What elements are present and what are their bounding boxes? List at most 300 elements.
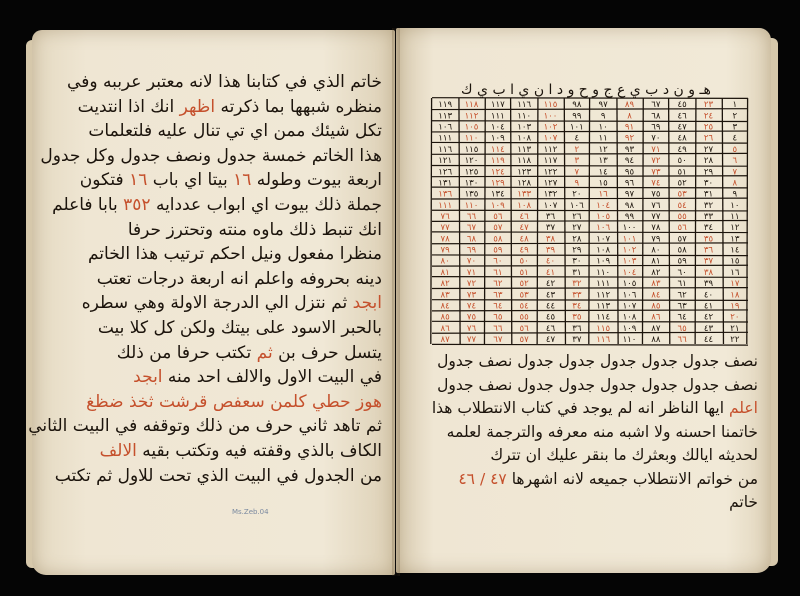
table-cell-value: ٨٠ <box>651 245 661 256</box>
table-cell-value: ٢٥ <box>703 122 714 133</box>
table-cell-value: ١٢ <box>730 223 740 234</box>
table-cell-value: ١٢٩ <box>490 178 505 189</box>
table-cell-value: ١١٠ <box>517 111 532 122</box>
rubric-text: ١٦ <box>129 170 148 191</box>
left-page-line <box>79 168 382 193</box>
table-cell-value: ٤٩ <box>519 245 529 256</box>
table-cell-value: ١١٣ <box>517 144 532 155</box>
table-cell-value: ٤ <box>732 133 738 144</box>
grid-row-line <box>432 221 748 222</box>
table-cell-value: ٢٩ <box>703 167 714 178</box>
table-cell-value: ٩٦ <box>624 178 635 189</box>
table-cell-value: ٧١ <box>466 267 477 278</box>
table-cell-value: ٢٦ <box>572 212 582 223</box>
table-cell-value: ٩ <box>574 178 580 189</box>
ink-text: من الجدول في البيت الذي تحت للاول ثم تكتب <box>54 465 382 486</box>
table-cell-value: ٢٣ <box>703 100 714 111</box>
table-header-letters: هـ و ن د ب ي ع ج و ح و د ا ن ي ا ب ي ك <box>461 82 711 98</box>
table-cell-value: ٣٠ <box>572 256 582 267</box>
table-cell-value: ٤٨ <box>677 133 687 144</box>
table-cell-value: ٩٩ <box>572 111 582 122</box>
rubric-text: الالف <box>99 440 137 461</box>
left-page-line <box>92 439 382 464</box>
ink-text: من خواتم الانتطلاب جميعه لانه اشهرها <box>511 469 758 488</box>
table-cell-value: ٦٨ <box>466 234 477 245</box>
table-cell-value: ٣٨ <box>545 234 556 245</box>
table-cell-value: ١٠٠ <box>622 223 637 234</box>
table-cell-value: ٣١ <box>703 189 714 200</box>
table-cell-value: ٨٠ <box>440 256 450 267</box>
table-cell-value: ٣٧ <box>572 335 582 346</box>
table-cell-value: ٥٤ <box>677 200 687 211</box>
rubric-text: هوز حطي كلمن سعفص قرشت ثخذ ضظغ <box>86 391 382 412</box>
table-cell-value: ١١٨ <box>464 100 479 111</box>
table-cell-value: ٥٩ <box>493 245 503 256</box>
table-cell-value: ٤١ <box>703 301 714 312</box>
table-cell-value: ٥٦ <box>519 323 529 334</box>
table-cell-value: ٧٨ <box>651 223 661 234</box>
table-cell-value: ١٠٦ <box>569 200 584 211</box>
table-cell-value: ٣٧ <box>703 256 714 267</box>
table-cell-value: ٥٨ <box>493 234 503 245</box>
table-cell-value: ٢ <box>574 144 580 155</box>
ink-text: خاتم <box>729 493 758 511</box>
table-cell-value: ١٧ <box>730 279 740 290</box>
right-page-line <box>418 397 758 421</box>
table-cell-value: ٨٥ <box>440 312 450 323</box>
grid-row-line <box>432 210 748 211</box>
table-cell-value: ١١٣ <box>438 111 453 122</box>
table-cell-value: ١٣ <box>598 156 608 167</box>
table-cell-value: ٣٥ <box>703 234 714 245</box>
table-cell-value: ٣٤ <box>572 301 582 312</box>
table-cell-value: ٢٢ <box>730 335 740 346</box>
ink-text: نصف جدول جدول جدول جدول جدول نصف جدول <box>437 352 758 370</box>
book-gutter <box>392 28 400 576</box>
ink-text: خاتمنا احسنه ولا اشبه منه معرفه والترجمة لعلمه <box>446 422 758 441</box>
rubric-text: اعلم <box>728 399 758 417</box>
rubric-text: ابجد <box>133 367 163 388</box>
table-cell-value: ٥٢ <box>677 178 687 189</box>
table-cell-value: ٨٣ <box>440 290 450 301</box>
table-cell-value: ٦٠ <box>493 256 503 267</box>
rubric-text: ثم <box>256 342 273 363</box>
grid-row-line <box>432 344 748 345</box>
table-cell-value: ١٩ <box>730 301 740 312</box>
left-page-line <box>67 70 382 95</box>
table-cell-value: ٥٧ <box>519 335 529 346</box>
table-cell-value: ١٣ <box>730 234 740 245</box>
left-page-text <box>28 70 382 488</box>
ink-text: ثم تاهد ثاني حرف من ذلك وتوقفه في البيت الثاني <box>28 416 382 437</box>
table-cell-value: ١٠٧ <box>622 301 637 312</box>
right-page-line <box>418 444 758 468</box>
right-page-line <box>418 421 758 445</box>
left-page-line <box>86 390 382 415</box>
table-cell-value: ١١٦ <box>517 100 532 111</box>
table-cell-value: ٣٢ <box>703 200 714 211</box>
table-cell-value: ١١١ <box>438 133 453 144</box>
table-cell-value: ١١ <box>730 212 740 223</box>
table-cell-value: ٧٢ <box>466 279 477 290</box>
ink-text: نصف جدول جدول جدول جدول جدول نصف جدول <box>437 375 758 394</box>
grid-row-line <box>432 288 748 289</box>
table-cell-value: ٧٦ <box>440 212 450 223</box>
table-cell-value: ٣٦ <box>545 212 556 223</box>
table-cell-value: ١١٩ <box>438 100 453 111</box>
ink-text: منظرا مفعول ونيل احكم ترتيب هذا الخاتم <box>87 244 382 265</box>
table-cell-value: ٤٥ <box>545 312 556 323</box>
table-cell-value: ٣٦ <box>703 245 714 256</box>
grid-column-line <box>431 98 432 344</box>
grid-row-line <box>432 255 748 256</box>
table-cell-value: ٩٧ <box>624 189 635 200</box>
table-cell-value: ١٠٩ <box>490 133 505 144</box>
table-cell-value: ٣٤ <box>703 223 714 234</box>
table-cell-value: ٤٤ <box>703 335 714 346</box>
table-cell-value: ٧٠ <box>466 256 477 267</box>
grid-row-line <box>432 332 748 333</box>
table-cell-value: ١١٠ <box>596 267 611 278</box>
table-cell-value: ١١٠ <box>464 133 479 144</box>
grid-row-line <box>432 198 748 199</box>
table-cell-value: ٥٦ <box>493 212 503 223</box>
ink-text: يتسل حرف بن <box>272 342 382 363</box>
table-cell-value: ٥٧ <box>677 234 687 245</box>
table-cell-value: ٨٤ <box>651 290 661 301</box>
table-cell-value: ٢٦ <box>703 133 714 144</box>
rubric-text: ٤٧ / ٤٦ <box>458 469 512 488</box>
table-cell-value: ١١٠ <box>464 200 479 211</box>
table-cell-value: ٦٨ <box>651 111 661 122</box>
table-cell-value: ٨١ <box>440 267 450 278</box>
table-cell-value: ٦٢ <box>677 290 687 301</box>
table-cell-value: ٢٠ <box>730 312 740 323</box>
magic-square-table <box>432 98 748 344</box>
table-cell-value: ٢١ <box>730 323 740 334</box>
table-cell-value: ٣٠ <box>703 178 714 189</box>
table-cell-value: ٧٧ <box>466 335 477 346</box>
table-cell-value: ٨٥ <box>651 301 661 312</box>
table-cell-value: ٣٦ <box>572 323 582 334</box>
table-cell-value: ١٠٦ <box>622 290 637 301</box>
table-cell-value: ٦٦ <box>466 212 477 223</box>
table-cell-value: ١٠٧ <box>543 133 558 144</box>
table-cell-value: ١٤ <box>598 167 608 178</box>
table-cell-value: ١٠٥ <box>596 212 611 223</box>
table-cell-value: ٩ <box>732 189 738 200</box>
table-cell-value: ٧٨ <box>440 234 450 245</box>
grid-row-line <box>432 153 748 154</box>
table-cell-value: ٧٢ <box>651 156 661 167</box>
table-cell-value: ٩٩ <box>624 212 635 223</box>
table-cell-value: ٢٩ <box>572 245 582 256</box>
table-cell-value: ١٠٣ <box>622 256 637 267</box>
table-cell-value: ١١٤ <box>490 144 505 155</box>
table-cell-value: ١١٥ <box>543 100 558 111</box>
table-cell-value: ٧٩ <box>651 234 661 245</box>
table-cell-value: ٩٥ <box>624 167 635 178</box>
table-cell-value: ١٠٩ <box>622 323 637 334</box>
table-cell-value: ٢ <box>732 111 738 122</box>
table-cell-value: ٢٨ <box>703 156 714 167</box>
table-cell-value: ٧٤ <box>466 301 477 312</box>
ink-text: بابا فاعلم <box>52 194 124 215</box>
table-cell-value: ٤٢ <box>703 312 714 323</box>
table-cell-value: ٤٢ <box>545 279 556 290</box>
table-cell-value: ١١١ <box>490 111 505 122</box>
table-cell-value: ٩٧ <box>598 100 608 111</box>
table-cell-value: ١٠٨ <box>596 245 611 256</box>
ink-text: ثم نتزل الي الدرجة الاولة وهي سطره <box>81 293 353 314</box>
ink-text: في البيت الاول والالف احد منه <box>162 367 382 388</box>
table-cell-value: ١٢٣ <box>517 167 532 178</box>
table-cell-value: ٦٩ <box>651 122 661 133</box>
table-cell-value: ١٠١ <box>622 234 637 245</box>
table-cell-value: ١٠٢ <box>543 122 558 133</box>
table-cell-value: ٥٠ <box>519 256 529 267</box>
table-cell-value: ١١٣ <box>596 301 611 312</box>
table-cell-value: ٤٧ <box>519 223 529 234</box>
table-cell-value: ١٨ <box>730 290 740 301</box>
table-cell-value: ١٠٥ <box>464 122 479 133</box>
table-cell-value: ١٠٣ <box>517 122 532 133</box>
table-cell-value: ٨ <box>732 178 738 189</box>
left-page-line <box>81 291 382 316</box>
table-cell-value: ٣٧ <box>545 223 556 234</box>
table-cell-value: ٤٣ <box>545 290 556 301</box>
grid-row-line <box>432 321 748 322</box>
table-cell-value: ٨٣ <box>651 279 661 290</box>
grid-row-line <box>432 243 748 244</box>
table-cell-value: ٩٣ <box>624 144 635 155</box>
grid-row-line <box>432 277 748 278</box>
table-cell-value: ٤٣ <box>703 323 714 334</box>
table-cell-value: ١١٤ <box>596 312 611 323</box>
table-cell-value: ٢٧ <box>572 223 582 234</box>
table-cell-value: ١٠٤ <box>490 122 505 133</box>
grid-row-line <box>432 176 748 177</box>
table-cell-value: ٤٦ <box>519 212 529 223</box>
ink-text: تكل شيئك ممن اي تي تنال عليه فلتعلمات <box>88 121 382 142</box>
left-page-line <box>92 365 382 390</box>
table-cell-value: ٢٨ <box>572 234 582 245</box>
table-cell-value: ١١١ <box>438 200 453 211</box>
table-cell-value: ١١٥ <box>464 144 479 155</box>
table-cell-value: ٤٩ <box>677 144 687 155</box>
table-cell-value: ١١٨ <box>517 156 532 167</box>
table-cell-value: ٧٣ <box>651 167 661 178</box>
table-cell-value: ١٣٤ <box>490 189 505 200</box>
table-cell-value: ١٢١ <box>438 156 453 167</box>
table-cell-value: ١٠٥ <box>622 279 637 290</box>
table-cell-value: ٥٩ <box>677 256 687 267</box>
table-cell-value: ١٠٩ <box>596 256 611 267</box>
table-cell-value: ٥٨ <box>677 245 687 256</box>
table-cell-value: ١٣٣ <box>517 189 532 200</box>
left-page-line <box>54 464 382 489</box>
right-page-line <box>418 468 758 492</box>
grid-row-line <box>432 265 748 266</box>
rubric-text: ابجد <box>352 293 382 314</box>
grid-row-line <box>432 310 748 311</box>
table-cell-value: ٧٧ <box>651 212 661 223</box>
table-cell-value: ٣ <box>574 156 580 167</box>
table-cell-value: ١٤ <box>730 245 740 256</box>
table-cell-value: ١٦ <box>598 189 608 200</box>
ink-text: انك اذا انتديت <box>77 96 180 117</box>
table-cell-value: ١٠٨ <box>517 133 532 144</box>
left-page-line <box>52 193 382 218</box>
ink-text: انك تنبط ذلك ماوه منته وتحترز حرفا <box>127 219 382 240</box>
table-cell-value: ٦٧ <box>493 335 503 346</box>
table-cell-value: ٤٠ <box>703 290 714 301</box>
table-cell-value: ١٠٢ <box>622 245 637 256</box>
table-cell-value: ٣٣ <box>703 212 714 223</box>
table-cell-value: ١٠٨ <box>517 200 532 211</box>
table-cell-value: ٨٤ <box>440 301 450 312</box>
table-cell-value: ١٠٩ <box>490 200 505 211</box>
table-grid <box>432 98 748 344</box>
table-cell-value: ٦٤ <box>677 312 687 323</box>
table-cell-value: ١٠٧ <box>543 200 558 211</box>
table-cell-value: ١٢ <box>598 144 608 155</box>
ink-text: الكاف بالذي وقفته فيه وتكتب بقيه <box>136 440 382 461</box>
table-cell-value: ٧ <box>574 167 580 178</box>
table-cell-value: ٦٦ <box>677 335 687 346</box>
table-cell-value: ١٠ <box>730 200 740 211</box>
table-cell-value: ١٠٨ <box>622 312 637 323</box>
grid-row-line <box>432 142 748 143</box>
table-cell-value: ١٠٤ <box>622 267 637 278</box>
rubric-text: ١٦ <box>233 170 252 191</box>
table-cell-value: ٩١ <box>624 122 635 133</box>
table-cell-value: ١٠١ <box>569 122 584 133</box>
table-cell-value: ١ <box>732 100 738 111</box>
table-cell-value: ٤٤ <box>545 301 556 312</box>
ink-text: بيتا اي باب <box>147 170 234 191</box>
table-cell-value: ٩٢ <box>624 133 635 144</box>
table-cell-value: ٤١ <box>545 267 556 278</box>
table-cell-value: ١١٥ <box>596 323 611 334</box>
table-cell-value: ١١٢ <box>464 111 479 122</box>
table-cell-value: ٣٩ <box>545 245 556 256</box>
table-cell-value: ٩٤ <box>624 156 635 167</box>
table-cell-value: ٥٧ <box>493 223 503 234</box>
table-cell-value: ٣ <box>732 122 738 133</box>
table-cell-value: ٧ <box>732 167 738 178</box>
table-cell-value: ٨٦ <box>651 312 661 323</box>
table-cell-value: ٨٢ <box>440 279 450 290</box>
ink-text: جملة ذلك بيوت اي ابواب عددايه <box>150 194 382 215</box>
table-cell-value: ٣٩ <box>703 279 714 290</box>
table-cell-value: ٥١ <box>677 167 687 178</box>
table-cell-value: ١٢٧ <box>543 178 558 189</box>
table-cell-value: ١١٦ <box>596 335 611 346</box>
table-cell-value: ١١١ <box>596 279 611 290</box>
table-cell-value: ١٢٤ <box>490 167 505 178</box>
ink-text: بالحبر الاسود على بيتك ولكن كل كلا بيت <box>97 317 382 338</box>
ink-text: منظره شبهها بما ذكرته <box>215 96 382 117</box>
grid-row-line <box>432 121 748 122</box>
left-page-line <box>88 119 382 144</box>
table-cell-value: ١٣٥ <box>464 189 479 200</box>
table-cell-value: ٧٧ <box>440 223 450 234</box>
table-cell-value: ١٦ <box>730 267 740 278</box>
left-page-line <box>87 242 382 267</box>
table-cell-value: ٦ <box>732 156 738 167</box>
table-cell-value: ١٠ <box>598 122 608 133</box>
table-cell-value: ٦٣ <box>677 301 687 312</box>
grid-row-line <box>432 109 748 110</box>
table-cell-value: ٤ <box>574 133 580 144</box>
rubric-text: ٣٥٢ <box>123 194 151 215</box>
table-cell-value: ٦١ <box>493 267 503 278</box>
table-cell-value: ٣٣ <box>572 290 582 301</box>
table-cell-value: ٨٢ <box>651 267 661 278</box>
table-cell-value: ٥٣ <box>519 290 529 301</box>
table-cell-value: ١١ <box>598 133 608 144</box>
table-cell-value: ١٢٢ <box>543 167 558 178</box>
table-cell-value: ٩٨ <box>572 100 582 111</box>
right-page-line <box>418 350 758 374</box>
table-cell-value: ٥٤ <box>519 301 529 312</box>
shelf-label: Ms.Zeb.04 <box>232 508 269 516</box>
table-cell-value: ٢٤ <box>703 111 714 122</box>
table-cell-value: ٦٦ <box>493 323 503 334</box>
table-cell-value: ١١٢ <box>543 144 558 155</box>
table-cell-value: ٣٥ <box>572 312 582 323</box>
table-cell-value: ١٣٠ <box>464 178 479 189</box>
table-cell-value: ١١٩ <box>490 156 505 167</box>
table-cell-value: ٥ <box>732 144 738 155</box>
table-cell-value: ٣٨ <box>703 267 714 278</box>
table-cell-value: ١١٢ <box>596 290 611 301</box>
right-page-line <box>418 491 758 515</box>
ink-text: لحديثه ايالك وبعثرك ما بنقر عليك ان تترك <box>490 446 758 464</box>
ink-text: هذا الخاتم خمسة جدول ونصف جدول وكل جدول <box>40 145 382 166</box>
table-cell-value: ٧٦ <box>651 200 661 211</box>
grid-row-line <box>432 131 748 132</box>
table-cell-value: ٥٣ <box>677 189 687 200</box>
table-cell-value: ٥٢ <box>519 279 529 290</box>
table-cell-value: ٦٣ <box>493 290 503 301</box>
table-cell-value: ٣١ <box>572 267 582 278</box>
left-page-line <box>92 267 382 292</box>
table-cell-value: ٥٦ <box>677 223 687 234</box>
grid-row-line <box>432 165 748 166</box>
table-cell-value: ٧٣ <box>466 290 477 301</box>
table-cell-value: ١١٧ <box>490 100 505 111</box>
grid-row-line <box>432 98 748 99</box>
right-page-text <box>418 350 758 515</box>
grid-row-line <box>432 232 748 233</box>
left-page-line <box>92 316 382 341</box>
table-cell-value: ٥٥ <box>519 312 529 323</box>
left-page-line <box>92 341 382 366</box>
left-page-line <box>28 414 382 439</box>
table-cell-value: ٣٢ <box>572 279 582 290</box>
left-page-line <box>92 218 382 243</box>
table-cell-value: ٤٧ <box>545 335 556 346</box>
table-cell-value: ١٣٢ <box>543 189 558 200</box>
rubric-text: اظهر <box>179 96 216 117</box>
table-cell-value: ٨٨ <box>651 335 661 346</box>
table-cell-value: ١٣٦ <box>438 189 453 200</box>
table-cell-value: ٥٠ <box>677 156 687 167</box>
table-cell-value: ١٥ <box>598 178 608 189</box>
table-cell-value: ١٠٤ <box>596 200 611 211</box>
